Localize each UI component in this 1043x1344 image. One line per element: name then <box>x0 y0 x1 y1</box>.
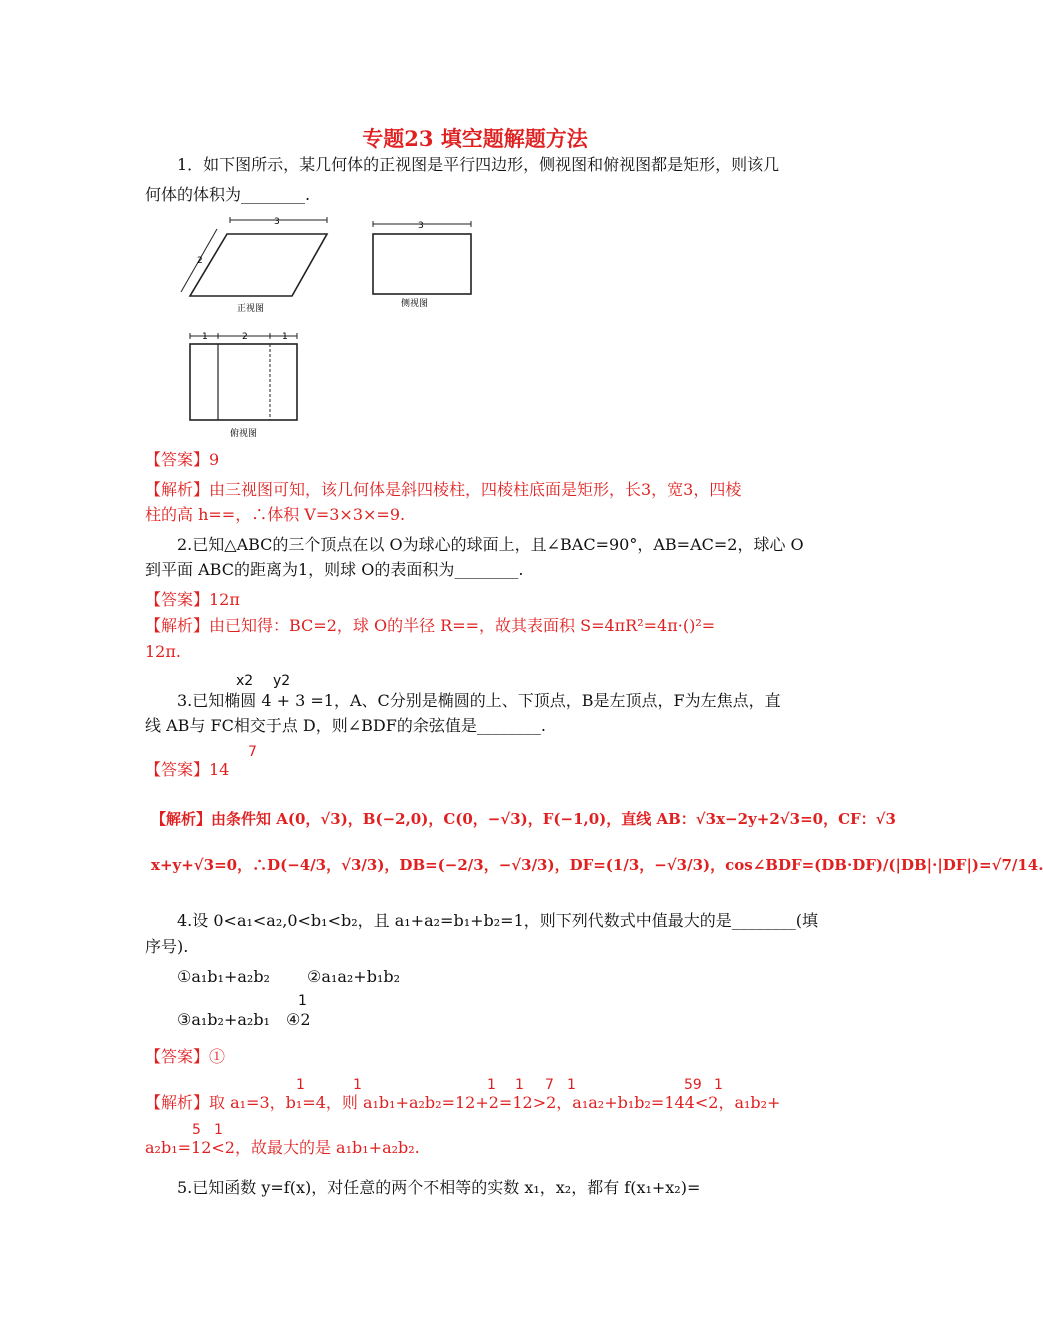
q4-answer: 【答案】① <box>145 1047 226 1066</box>
q4-options-3-4: ③a₁b₂+a₂b₁ ④2 <box>177 1010 311 1029</box>
q2-analysis-line1: 【解析】由已知得：BC=2，球 O的半径 R==，故其表面积 S=4πR²=4π·()²= <box>145 616 716 635</box>
q3-analysis-row2: x+y+√3=0，∴D(−4/3，√3/3)，DB=(−2/3，−√3/3)，DF=(1/3，−√3/3)，cos∠BDF=(DB·DF)/(|DB|·|DF|)=√7/14. <box>151 856 1043 874</box>
q1-line2: 何体的体积为________. <box>145 185 311 204</box>
q3-frac-x2: x2 <box>236 673 254 689</box>
q2-answer: 【答案】12π <box>145 590 240 609</box>
q3-analysis-image <box>147 796 1043 894</box>
front-caption: 正视图 <box>237 304 265 314</box>
q3-answer: 【答案】14 <box>145 760 230 779</box>
q1-answer: 【答案】9 <box>145 450 220 469</box>
top-view-figure <box>185 326 305 442</box>
q2-analysis-line2: 12π. <box>145 642 181 661</box>
q4-numerator: 1 <box>714 1077 723 1093</box>
q4-numerator: 7 <box>545 1077 554 1093</box>
top-right-label: 1 <box>282 332 288 342</box>
q4-options-1-2: ①a₁b₁+a₂b₂ ②a₁a₂+b₁b₂ <box>177 967 401 986</box>
front-top-label: 3 <box>274 217 280 227</box>
top-left-label: 1 <box>202 332 208 342</box>
front-view-figure <box>175 212 335 318</box>
side-view-figure <box>368 212 478 308</box>
q4-analysis-line2: a₂b₁=12<2，故最大的是 a₁b₁+a₂b₂. <box>145 1138 420 1157</box>
q3-analysis-row1: 【解析】由条件知 A(0，√3)，B(−2,0)，C(0，−√3)，F(−1,0)，直线 AB：√3x−2y+2√3=0，CF：√3 <box>151 810 896 828</box>
q4-line1: 4.设 0<a₁<a₂,0<b₁<b₂，且 a₁+a₂=b₁+b₂=1，则下列代数式中值最大的是________(填 <box>177 911 818 930</box>
top-caption: 俯视图 <box>230 429 258 439</box>
q3-line1: 3.已知椭圆 4 + 3 =1，A、C分别是椭圆的上、下顶点，B是左顶点，F为左焦点，直 <box>177 691 781 710</box>
q5-line1: 5.已知函数 y=f(x)，对任意的两个不相等的实数 x₁，x₂，都有 f(x₁+x₂)= <box>177 1178 701 1197</box>
q4-numerator: 1 <box>296 1077 305 1093</box>
q4-numerator: 1 <box>515 1077 524 1093</box>
q4-numerator: 1 <box>487 1077 496 1093</box>
q4-numerator: 1 <box>353 1077 362 1093</box>
side-caption: 侧视图 <box>401 299 429 309</box>
side-top-label: 3 <box>418 221 424 231</box>
q4-numerator: 59 <box>684 1077 702 1093</box>
q4-line2: 序号). <box>145 937 189 956</box>
q1-line1: 1．如下图所示，某几何体的正视图是平行四边形，侧视图和俯视图都是矩形，则该几 <box>177 155 780 174</box>
q4-analysis-line1: 【解析】取 a₁=3，b₁=4，则 a₁b₁+a₂b₂=12+2=12>2，a₁a₂+b₁b₂=144<2，a₁b₂+ <box>145 1093 781 1112</box>
q4-option4-numerator: 1 <box>298 993 307 1009</box>
q1-analysis-line1: 【解析】由三视图可知，该几何体是斜四棱柱，四棱柱底面是矩形，长3，宽3，四棱 <box>145 480 742 499</box>
q1-analysis-line2: 柱的高 h==，∴体积 V=3×3×=9. <box>145 505 406 524</box>
front-side-label: 2 <box>197 256 203 266</box>
q4-numerator: 1 <box>214 1122 223 1138</box>
q4-numerator: 1 <box>567 1077 576 1093</box>
q3-answer-numerator: 7 <box>248 744 257 760</box>
q3-frac-y2: y2 <box>273 673 291 689</box>
q2-line1: 2.已知△ABC的三个顶点在以 O为球心的球面上，且∠BAC=90°，AB=AC=2，球心 O <box>177 535 804 554</box>
q3-line2: 线 AB与 FC相交于点 D，则∠BDF的余弦值是________. <box>145 716 546 735</box>
page-title: 专题23 填空题解题方法 <box>362 126 588 151</box>
q4-numerator: 5 <box>192 1122 201 1138</box>
top-mid-label: 2 <box>242 332 248 342</box>
q2-line2: 到平面 ABC的距离为1，则球 O的表面积为________. <box>145 560 524 579</box>
